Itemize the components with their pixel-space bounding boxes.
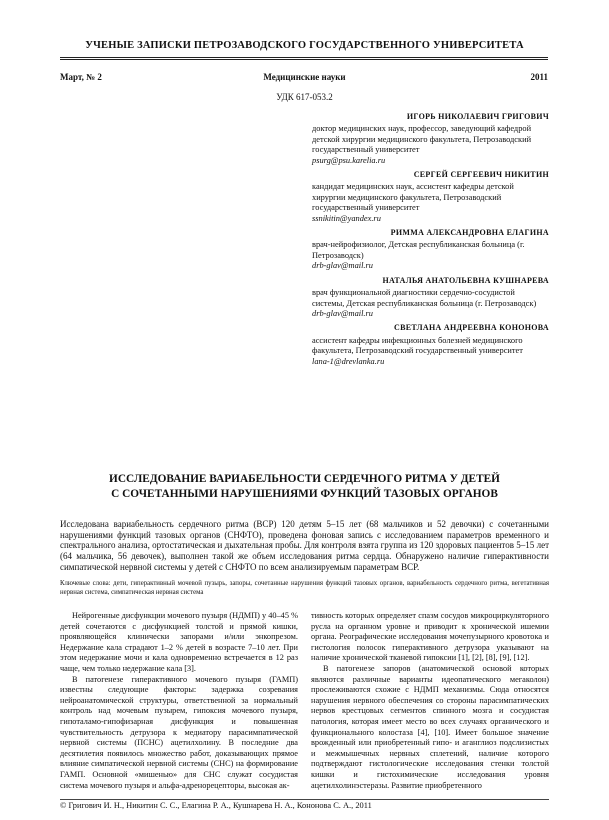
author-name: РИММА АЛЕКСАНДРОВНА ЕЛАГИНА [390, 228, 549, 238]
footer-rule [60, 799, 549, 800]
author-email[interactable]: lana-1@drevlanka.ru [312, 356, 385, 366]
author-affiliation: врач функциональной диагностики сердечно-сосудистой системы, Детская республиканская больница (г. Петрозаводск) [312, 288, 537, 308]
title-line: С СОЧЕТАННЫМИ НАРУШЕНИЯМИ ФУНКЦИЙ ТАЗОВЫХ ОРГАНОВ [111, 487, 498, 500]
issue-label: Март, № 2 [60, 72, 102, 82]
author-affiliation: ассистент кафедры инфекционных болезней медицинского факультета, Петрозаводский государственный университет [312, 335, 523, 356]
body-paragraph: Нейрогенные дисфункции мочевого пузыря (НДМП) у 40–45 % детей сочетаются с дисфункцией толстой и прямой кишки, проявляющейся клинически запорами и/или энкопрезом. Недержание кала страдают 1–2 % детей в возрасте 7–10 лет. При этом недержание мочи и кала одновременно встречается в 12 раз чаще, чем только недержание кала [3]. [60, 611, 298, 673]
section-label: Медицинские науки [263, 72, 346, 82]
author-affiliation: доктор медицинских наук, профессор, заведующий кафедрой детской хирургии медицинского факультета, Петрозаводский государственный университет [312, 124, 532, 155]
year-label: 2011 [530, 72, 548, 82]
author-name: СЕРГЕЙ СЕРГЕЕВИЧ НИКИТИН [413, 170, 549, 180]
article-title [40, 472, 569, 501]
abstract: Исследована вариабельность сердечного ритма (ВСР) 120 детям 5–15 лет (68 мальчиков и 52 девочки) с сочетанными нарушениями функций тазовых органов (СНФТО), проведена фоновая запись с исследованием параметров временного и спектрального анализа, ортостатическая и дыхательная пробы. Для контроля взята группа из 120 здоровых пациентов 5–15 лет (64 мальчика, 56 девочек), выполнен такой же объем исследования ритма сердца. Обнаружено наличие гиперактивности симпатической нервной системы у детей с СНФТО по всем анализируемым параметрам ВСР. [60, 519, 549, 572]
author-email[interactable]: ssnikitin@yandex.ru [312, 213, 381, 223]
keywords: Ключевые слова: дети, гиперактивный мочевой пузырь, запоры, сочетанные нарушения функций тазовых органов, вариабельность сердечного ритма, вегетативная нервная система, симпатическая нервная система [60, 580, 549, 596]
author-name: ИГОРЬ НИКОЛАЕВИЧ ГРИГОВИЧ [406, 112, 549, 121]
body-paragraph: В патогенезе запоров (анатомической основой которых являются различные варианты идеопатического мегаколон) прослеживаются схожие с НДМП механизмы. Сюда относятся нарушения нервного обеспечения со стороны парасимпатических нервов крестцовых сегментов спинного мозга и сосудистая патология, которая имеет место во всех случаях органического и функционального колостаза [4], [10]. Имеет большое значение врожденный или приобретенный гипо- и аганглиоз подслизистых и межмышечных нервных сплетений, наличие которого подтверждают гистологические исследования стенки толстой кишки и гистохимические исследования уровня ацетилхолинэстеразы. Развитие приобретенного [311, 663, 549, 790]
author-affiliation: кандидат медицинских наук, ассистент кафедры детской хирургии медицинского факультета, Петрозаводский государственный университет [312, 182, 514, 213]
author-email[interactable]: drb-glav@mail.ru [312, 261, 373, 271]
author-name: НАТАЛЬЯ АНАТОЛЬЕВНА КУШНАРЕВА [382, 275, 549, 285]
body-paragraph: тивность которых определяет спазм сосудов микроциркуляторного русла на органном уровне и приводит к хронической ишемии органа. Реографические исследования мочепузырного кровотока и гистология полосок гиперактивного детрузора указывают на наличие хронической тканевой гипоксии [1], [2], [8], [9], [12]. [311, 611, 549, 663]
author-entry [312, 323, 549, 367]
udk-code: УДК 617-053.2 [276, 92, 333, 102]
author-entry [312, 228, 549, 272]
author-entry [312, 170, 549, 224]
body-column-right [311, 611, 549, 791]
header-rule-bottom [60, 59, 548, 60]
title-line: ИССЛЕДОВАНИЕ ВАРИАБЕЛЬНОСТИ СЕРДЕЧНОГО РИТМА У ДЕТЕЙ [109, 473, 500, 485]
authors-block [312, 112, 549, 371]
body-paragraph: В патогенезе гиперактивного мочевого пузыря (ГАМП) известны следующие факторы: задержка созревания нейроанатомической структуры, ответственной за нормальный контроль над мочевым пузырем, гипоксия мочевого пузыря, гипоталамо-гипофизарная дисфункция и повышенная чувствительность детрузора к медиатору парасимпатической нервной системы (ПСНС) ацетилхолину. В последние два десятилетия появилось множество работ, доказывающих прямое влияние симпатической нервной системы (СНС) на формирование ГАМП. Основной «мишенью» для СНС служат сосудистая система мочевого пузыря и альфа-адренорецепторы, высокая ак- [60, 674, 298, 790]
author-entry [312, 112, 549, 166]
author-email[interactable]: psurg@psu.karelia.ru [312, 155, 386, 165]
author-name: СВЕТЛАНА АНДРЕЕВНА КОНОНОВА [394, 323, 549, 333]
copyright: © Григович И. Н., Никитин С. С., Елагина Р. А., Кушнарева Н. А., Кононова С. А., 2011 [60, 801, 372, 810]
journal-title: УЧЕНЫЕ ЗАПИСКИ ПЕТРОЗАВОДСКОГО ГОСУДАРСТВЕННОГО УНИВЕРСИТЕТА [85, 40, 524, 51]
body-column-left [60, 611, 298, 791]
header-rule-top [60, 57, 548, 58]
author-entry [312, 276, 549, 320]
author-email[interactable]: drb-glav@mail.ru [312, 308, 373, 318]
author-affiliation: врач-нейрофизиолог, Детская республиканская больница (г. Петрозаводск) [312, 240, 525, 260]
